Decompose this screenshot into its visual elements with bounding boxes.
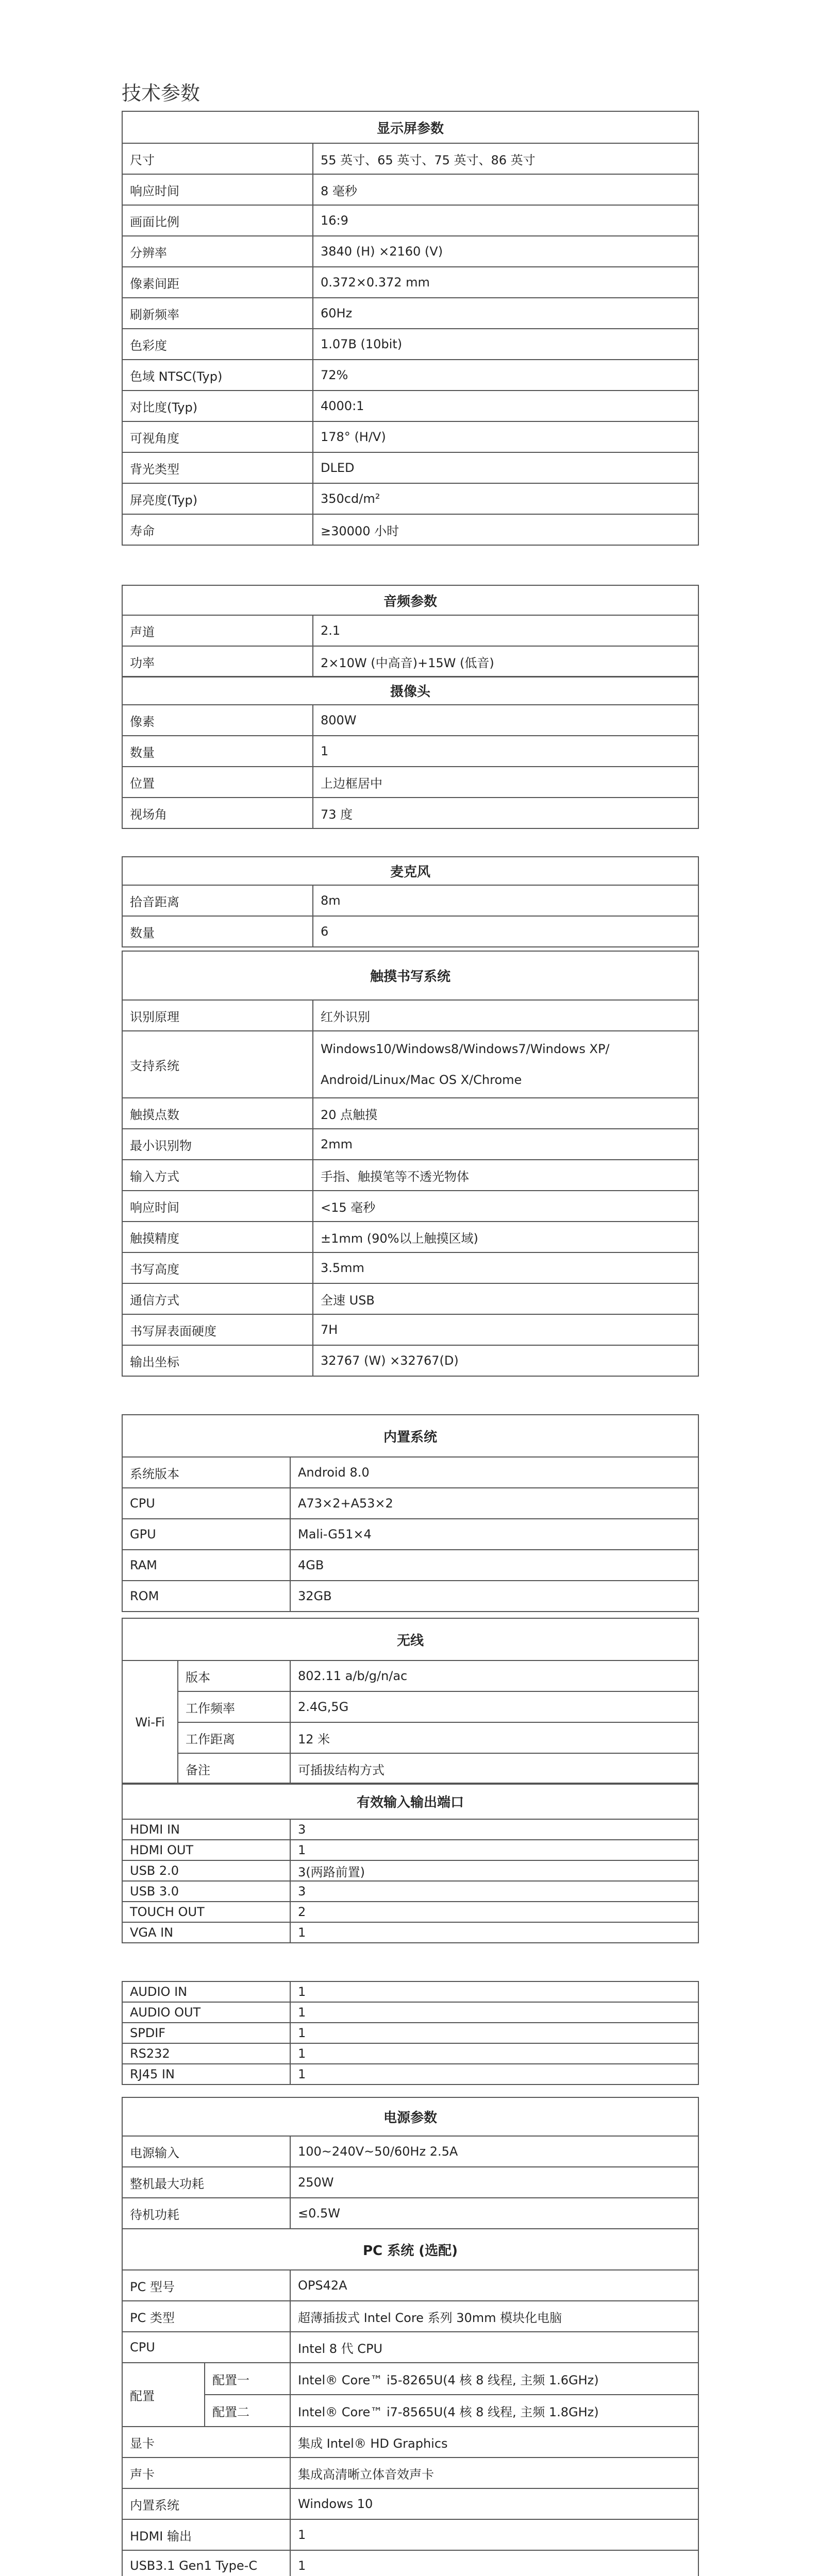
spec-label: PC 型号 — [122, 2270, 290, 2301]
pc-config-row — [122, 2363, 698, 2395]
spec-label: HDMI 输出 — [122, 2519, 290, 2550]
builtin-header-row — [122, 1415, 698, 1457]
spec-value: 800W — [313, 705, 698, 736]
ports-table — [122, 1783, 699, 1943]
ports-table-2 — [122, 1981, 699, 2085]
spec-label: 书写屏表面硬度 — [122, 1314, 313, 1345]
wireless-row — [122, 1660, 698, 1691]
spec-label: RS232 — [122, 2043, 290, 2064]
spec-value: ±1mm (90%以上触摸区域) — [313, 1222, 698, 1252]
mic-row — [122, 916, 698, 947]
wireless-header-row — [122, 1618, 698, 1660]
spec-label: HDMI OUT — [122, 1840, 290, 1860]
spec-value: 3(两路前置) — [290, 1860, 698, 1881]
builtin-row — [122, 1457, 698, 1488]
spec-value: 73 度 — [313, 798, 698, 828]
spec-value: 8m — [313, 885, 698, 916]
page-title: 技术参数 — [122, 82, 201, 105]
wireless-table — [122, 1618, 699, 1785]
spec-label: 最小识别物 — [122, 1129, 313, 1160]
spec-label: 声卡 — [122, 2458, 290, 2488]
spec-value: 12 米 — [290, 1722, 698, 1753]
spec-label: RAM — [122, 1550, 290, 1581]
spec-value: 上边框居中 — [313, 767, 698, 798]
camera-row — [122, 705, 698, 736]
pc-row — [122, 2458, 698, 2488]
spec-value: 7H — [313, 1314, 698, 1345]
ports-row — [122, 1902, 698, 1922]
spec-value: 1 — [290, 2043, 698, 2064]
spec-label: 识别原理 — [122, 1000, 313, 1031]
spec-value: A73×2+A53×2 — [290, 1488, 698, 1519]
spec-value: ≤0.5W — [290, 2198, 698, 2229]
power-row — [122, 2167, 698, 2198]
display-row — [122, 483, 698, 514]
touch-row — [122, 1283, 698, 1314]
mic-table — [122, 856, 699, 947]
pc-row — [122, 2519, 698, 2550]
ports-row — [122, 2002, 698, 2023]
spec-value: 全速 USB — [313, 1283, 698, 1314]
ports-row — [122, 1981, 698, 2002]
spec-label: 触摸精度 — [122, 1222, 313, 1252]
spec-label: 分辨率 — [122, 236, 313, 267]
spec-value: 802.11 a/b/g/n/ac — [290, 1660, 698, 1691]
spec-value: Mali-G51×4 — [290, 1519, 698, 1550]
spec-value: 1 — [290, 1981, 698, 2002]
camera-title: 摄像头 — [122, 676, 698, 705]
spec-label: CPU — [122, 2332, 290, 2363]
spec-value: 1 — [313, 736, 698, 767]
touch-row — [122, 1031, 698, 1098]
spec-value: 1 — [290, 2550, 698, 2576]
power-row — [122, 2198, 698, 2229]
touch-table — [122, 951, 699, 1377]
spec-value: 2.4G,5G — [290, 1691, 698, 1722]
audio-row — [122, 646, 698, 677]
pc-config-row — [122, 2395, 698, 2427]
spec-value: 集成高清晰立体音效声卡 — [290, 2458, 698, 2488]
spec-label: CPU — [122, 1488, 290, 1519]
spec-label: 备注 — [178, 1753, 290, 1784]
spec-value: 3 — [290, 1881, 698, 1902]
spec-label: 数量 — [122, 736, 313, 767]
mic-header-row — [122, 857, 698, 885]
spec-value: 1 — [290, 1922, 698, 1943]
display-row — [122, 236, 698, 267]
spec-value: 0.372×0.372 mm — [313, 267, 698, 298]
display-row — [122, 452, 698, 483]
spec-label: 响应时间 — [122, 174, 313, 205]
spec-label: 显卡 — [122, 2427, 290, 2458]
spec-value: 超薄插拔式 Intel Core 系列 30mm 模块化电脑 — [290, 2301, 698, 2332]
ports-row — [122, 1819, 698, 1840]
spec-label: HDMI IN — [122, 1819, 290, 1840]
spec-label: USB3.1 Gen1 Type-C — [122, 2550, 290, 2576]
spec-value: 4000:1 — [313, 391, 698, 421]
spec-value: 250W — [290, 2167, 698, 2198]
spec-label: 触摸点数 — [122, 1098, 313, 1129]
display-row — [122, 421, 698, 452]
wireless-row — [122, 1753, 698, 1784]
power-header-row — [122, 2097, 698, 2136]
spec-value: 2mm — [313, 1129, 698, 1160]
spec-value: 100~240V~50/60Hz 2.5A — [290, 2136, 698, 2167]
ports-row — [122, 1840, 698, 1860]
touch-row — [122, 1222, 698, 1252]
spec-label: 书写高度 — [122, 1252, 313, 1283]
spec-label: 刷新频率 — [122, 298, 313, 329]
spec-label: SPDIF — [122, 2023, 290, 2043]
builtin-title: 内置系统 — [122, 1415, 698, 1457]
ports-row — [122, 1922, 698, 1943]
touch-row — [122, 1345, 698, 1376]
camera-row — [122, 767, 698, 798]
mic-title: 麦克风 — [122, 857, 698, 885]
spec-label: 背光类型 — [122, 452, 313, 483]
spec-value: 350cd/m² — [313, 483, 698, 514]
spec-label: 寿命 — [122, 514, 313, 545]
spec-label: 电源输入 — [122, 2136, 290, 2167]
spec-label: GPU — [122, 1519, 290, 1550]
spec-label: 拾音距离 — [122, 885, 313, 916]
spec-value: 1 — [290, 2064, 698, 2084]
pc-row — [122, 2270, 698, 2301]
power-title: 电源参数 — [122, 2097, 698, 2136]
display-row — [122, 143, 698, 174]
pc-table — [122, 2228, 699, 2576]
display-title: 显示屏参数 — [122, 111, 698, 143]
spec-value: 1 — [290, 1840, 698, 1860]
spec-label: 响应时间 — [122, 1191, 313, 1222]
spec-value: 4GB — [290, 1550, 698, 1581]
config-group-label: 配置 — [122, 2363, 205, 2427]
pc-row — [122, 2301, 698, 2332]
spec-value: 3840 (H) ×2160 (V) — [313, 236, 698, 267]
ports-header-row — [122, 1783, 698, 1819]
ports-row — [122, 2043, 698, 2064]
ports-row — [122, 1881, 698, 1902]
spec-label: 工作频率 — [178, 1691, 290, 1722]
spec-label: RJ45 IN — [122, 2064, 290, 2084]
spec-label: 系统版本 — [122, 1457, 290, 1488]
display-row — [122, 205, 698, 236]
builtin-row — [122, 1581, 698, 1612]
builtin-row — [122, 1488, 698, 1519]
ports-row — [122, 2064, 698, 2084]
wireless-row — [122, 1722, 698, 1753]
spec-value: 1 — [290, 2519, 698, 2550]
power-row — [122, 2136, 698, 2167]
spec-label: 功率 — [122, 646, 313, 677]
touch-row — [122, 1098, 698, 1129]
spec-value: OPS42A — [290, 2270, 698, 2301]
touch-row — [122, 1191, 698, 1222]
audio-table — [122, 585, 699, 677]
spec-value: DLED — [313, 452, 698, 483]
touch-row — [122, 1000, 698, 1031]
config-label: 配置一 — [205, 2363, 290, 2395]
spec-label: 画面比例 — [122, 205, 313, 236]
audio-header-row — [122, 585, 698, 615]
spec-label: 数量 — [122, 916, 313, 947]
spec-value: 3.5mm — [313, 1252, 698, 1283]
spec-value: 1.07B (10bit) — [313, 329, 698, 360]
display-row — [122, 174, 698, 205]
spec-value: 集成 Intel® HD Graphics — [290, 2427, 698, 2458]
audio-title: 音频参数 — [122, 585, 698, 615]
ports-row — [122, 2023, 698, 2043]
pc-row — [122, 2332, 698, 2363]
spec-label: USB 2.0 — [122, 1860, 290, 1881]
touch-row — [122, 1314, 698, 1345]
ports-row — [122, 1860, 698, 1881]
spec-label: 位置 — [122, 767, 313, 798]
spec-label: 像素间距 — [122, 267, 313, 298]
spec-label: 对比度(Typ) — [122, 391, 313, 421]
spec-value: 2×10W (中高音)+15W (低音) — [313, 646, 698, 677]
pc-header-row — [122, 2229, 698, 2270]
spec-label: 声道 — [122, 615, 313, 646]
builtin-row — [122, 1519, 698, 1550]
spec-label: 输入方式 — [122, 1160, 313, 1191]
spec-label: 视场角 — [122, 798, 313, 828]
spec-label: TOUCH OUT — [122, 1902, 290, 1922]
spec-label: 整机最大功耗 — [122, 2167, 290, 2198]
spec-value: 红外识别 — [313, 1000, 698, 1031]
spec-value: 32GB — [290, 1581, 698, 1612]
spec-label: 版本 — [178, 1660, 290, 1691]
spec-label: ROM — [122, 1581, 290, 1612]
display-row — [122, 329, 698, 360]
display-row — [122, 391, 698, 421]
spec-label: 像素 — [122, 705, 313, 736]
display-header-row — [122, 111, 698, 143]
config-label: 配置二 — [205, 2395, 290, 2427]
spec-label: 屏亮度(Typ) — [122, 483, 313, 514]
display-row — [122, 514, 698, 545]
spec-label: 待机功耗 — [122, 2198, 290, 2229]
spec-label: 通信方式 — [122, 1283, 313, 1314]
mic-row — [122, 885, 698, 916]
spec-value: 8 毫秒 — [313, 174, 698, 205]
spec-label: VGA IN — [122, 1922, 290, 1943]
spec-label: 色彩度 — [122, 329, 313, 360]
spec-label: AUDIO OUT — [122, 2002, 290, 2023]
spec-label: USB 3.0 — [122, 1881, 290, 1902]
spec-value: 60Hz — [313, 298, 698, 329]
spec-value: 178° (H/V) — [313, 421, 698, 452]
display-row — [122, 360, 698, 391]
display-row — [122, 267, 698, 298]
audio-row — [122, 615, 698, 646]
spec-value: 1 — [290, 2023, 698, 2043]
spec-label: 色域 NTSC(Typ) — [122, 360, 313, 391]
spec-value: 1 — [290, 2002, 698, 2023]
builtin-row — [122, 1550, 698, 1581]
display-row — [122, 298, 698, 329]
wifi-group-label: Wi-Fi — [122, 1660, 178, 1784]
pc-row — [122, 2427, 698, 2458]
spec-value: <15 毫秒 — [313, 1191, 698, 1222]
spec-value: 手指、触摸笔等不透光物体 — [313, 1160, 698, 1191]
pc-row — [122, 2488, 698, 2519]
touch-row — [122, 1129, 698, 1160]
camera-row — [122, 736, 698, 767]
spec-label: PC 类型 — [122, 2301, 290, 2332]
spec-value: Intel 8 代 CPU — [290, 2332, 698, 2363]
config-value: Intel® Core™ i5-8265U(4 核 8 线程, 主频 1.6GHz) — [290, 2363, 698, 2395]
spec-label: 支持系统 — [122, 1031, 313, 1098]
display-table — [122, 111, 699, 546]
spec-value: 可插拔结构方式 — [290, 1753, 698, 1784]
camera-table — [122, 676, 699, 829]
spec-label: AUDIO IN — [122, 1981, 290, 2002]
touch-title: 触摸书写系统 — [122, 951, 698, 1000]
config-value: Intel® Core™ i7-8565U(4 核 8 线程, 主频 1.8GHz) — [290, 2395, 698, 2427]
spec-value: Windows10/Windows8/Windows7/Windows XP/ Android/Linux/Mac OS X/Chrome — [313, 1031, 698, 1098]
spec-label: 尺寸 — [122, 143, 313, 174]
spec-value: 72% — [313, 360, 698, 391]
spec-value: 20 点触摸 — [313, 1098, 698, 1129]
spec-value: 55 英寸、65 英寸、75 英寸、86 英寸 — [313, 143, 698, 174]
spec-value: 32767 (W) ×32767(D) — [313, 1345, 698, 1376]
ports-title: 有效输入输出端口 — [122, 1783, 698, 1819]
spec-value: 16:9 — [313, 205, 698, 236]
builtin-table — [122, 1414, 699, 1612]
camera-row — [122, 798, 698, 828]
spec-value: 2.1 — [313, 615, 698, 646]
pc-title: PC 系统 (选配) — [122, 2229, 698, 2270]
touch-row — [122, 1160, 698, 1191]
power-table — [122, 2097, 699, 2229]
touch-header-row — [122, 951, 698, 1000]
spec-label: 内置系统 — [122, 2488, 290, 2519]
spec-label: 工作距离 — [178, 1722, 290, 1753]
spec-label: 输出坐标 — [122, 1345, 313, 1376]
wireless-title: 无线 — [122, 1618, 698, 1660]
camera-header-row — [122, 676, 698, 705]
wireless-row — [122, 1691, 698, 1722]
spec-value: Windows 10 — [290, 2488, 698, 2519]
spec-value: 2 — [290, 1902, 698, 1922]
touch-row — [122, 1252, 698, 1283]
spec-value: 6 — [313, 916, 698, 947]
pc-row — [122, 2550, 698, 2576]
spec-value: 3 — [290, 1819, 698, 1840]
spec-value: ≥30000 小时 — [313, 514, 698, 545]
spec-label: 可视角度 — [122, 421, 313, 452]
spec-value: Android 8.0 — [290, 1457, 698, 1488]
